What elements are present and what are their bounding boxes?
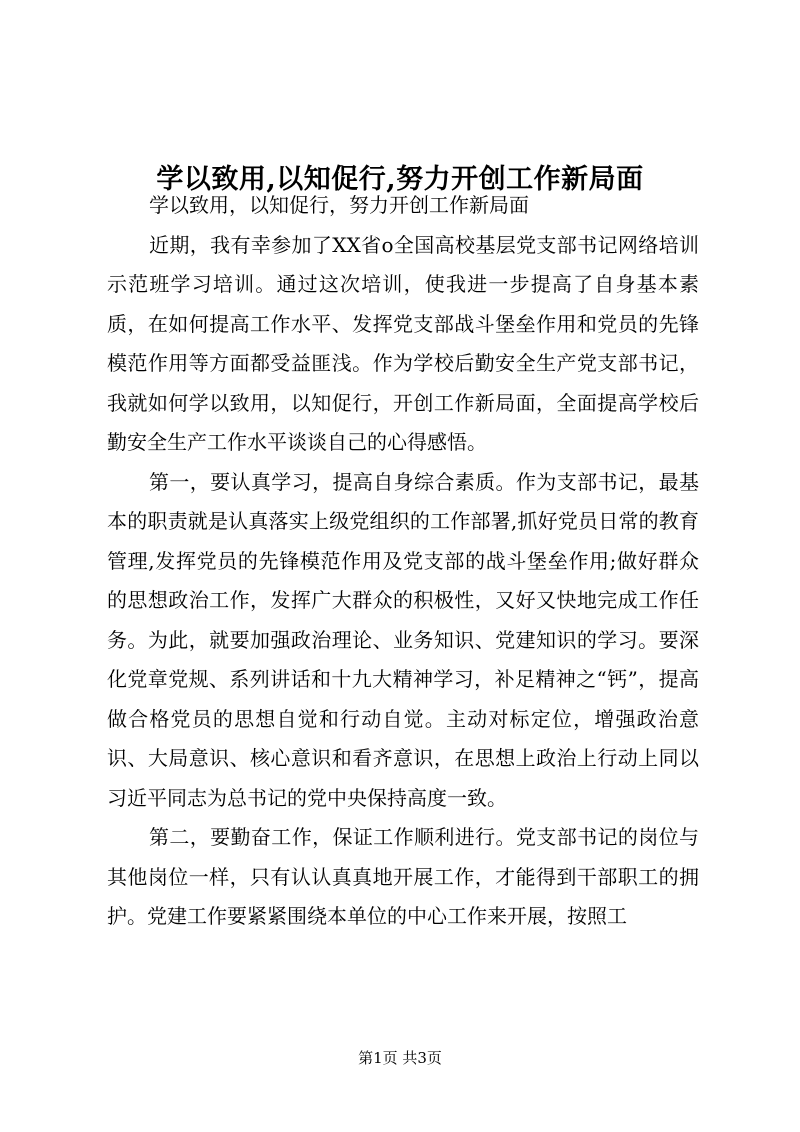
page-footer: 第1页 共3页 <box>358 1049 442 1067</box>
document-body <box>107 186 699 937</box>
document-title: 学以致用,以知促行,努力开创工作新局面 <box>156 164 644 196</box>
document-subtitle: 学以致用，以知促行，努力开创工作新局面 <box>149 193 529 217</box>
body-paragraph-second: 第二，要勤奋工作，保证工作顺利进行。党支部书记的岗位与其他岗位一样，只有认认真真地开展工作，才能得到干部职工的拥护。党建工作要紧紧围绕本单位的中心工作来开展，按照工 <box>107 825 699 928</box>
body-paragraph-first: 第一，要认真学习，提高自身综合素质。作为支部书记，最基本的职责就是认真落实上级党组织的工作部署,抓好党员日常的教育管理,发挥党员的先锋模范作用及党支部的战斗堡垒作用;做好群众的思想政治工作，发挥广大群众的积极性，又好又快地完成工作任务。为此，就要加强政治理论、业务知识、党建知识的学习。要深化党章党规、系列讲话和十九大精神学习，补足精神之“钙”，提高做合格党员的思想自觉和行动自觉。主动对标定位，增强政治意识、大局意识、核心意识和看齐意识，在思想上政治上行动上同以习近平同志为总书记的党中央保持高度一致。 <box>107 469 699 810</box>
body-paragraph-intro: 近期，我有幸参加了XX省o全国高校基层党支部书记网络培训示范班学习培训。通过这次培训，使我进一步提高了自身基本素质，在如何提高工作水平、发挥党支部战斗堡垒作用和党员的先锋模范作用等方面都受益匪浅。作为学校后勤安全生产党支部书记，我就如何学以致用，以知促行，开创工作新局面，全面提高学校后勤安全生产工作水平谈谈自己的心得感悟。 <box>107 232 699 454</box>
